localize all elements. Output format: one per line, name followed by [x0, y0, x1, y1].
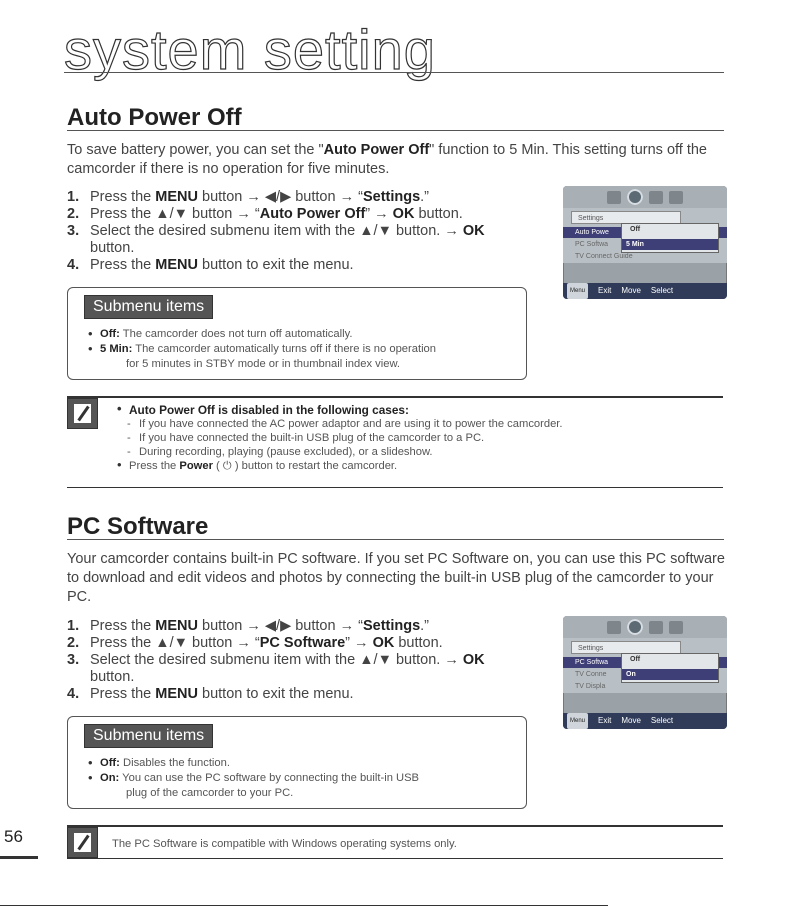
settings-tab-label: Settings [571, 641, 681, 654]
section-rule [67, 539, 724, 540]
note-top-rule [67, 396, 723, 398]
menu-row: PC Softwa [575, 241, 609, 248]
title-rule [64, 72, 724, 73]
page-number-rule [0, 856, 38, 859]
step-item: 2. Press the ▲/▼ button → “Auto Power Off” → OK button. [67, 206, 463, 222]
popup-item: Off [630, 226, 641, 233]
menu-row: TV Connect Guide [575, 253, 633, 260]
menu-guide-bar [563, 283, 727, 299]
menu-tab-icon [669, 191, 683, 204]
steps-list [67, 618, 507, 703]
section-rule [67, 130, 724, 131]
submenu-box [67, 287, 527, 380]
exit-hint: Exit [598, 716, 612, 725]
page-number: 56 [4, 827, 23, 846]
note-dash-item: - If you have connected the AC power adaptor and are using it to power the camcorder. [117, 417, 717, 431]
note-bottom-rule [67, 858, 723, 859]
move-hint: Move [621, 716, 641, 725]
submenu-list [68, 327, 526, 372]
steps-list [67, 189, 507, 274]
submenu-list [68, 756, 526, 801]
submenu-item: • On: You can use the PC software by connecting the built-in USB plug of the camcorder to your PC. [88, 771, 514, 801]
submenu-item: • 5 Min: The camcorder automatically turns off if there is no operation for 5 minutes in STBY mode or in thumbnail index view. [88, 342, 514, 372]
intro-paragraph: To save battery power, you can set the "Auto Power Off" function to 5 Min. This setting turns off the camcorder if there is no operation for five minutes. [67, 142, 707, 177]
note-top-rule [67, 825, 723, 827]
note-dash-item: - During recording, playing (pause excluded), or a slideshow. [117, 445, 717, 459]
menu-tab-icon [669, 621, 683, 634]
select-hint: Select [650, 716, 674, 725]
note-text: The PC Software is compatible with Windows operating systems only. [112, 838, 457, 850]
step-item: 3. Select the desired submenu item with the ▲/▼ button. → OK button. [67, 223, 485, 256]
settings-tab-label: Settings [571, 211, 681, 224]
submenu-popup [621, 223, 719, 253]
menu-row: TV Conne [575, 671, 607, 678]
submenu-item: • Off: The camcorder does not turn off automatically. [88, 327, 514, 342]
popup-item-selected: On [622, 669, 718, 680]
note-text [117, 403, 717, 473]
note-bullet-item: • Press the Power ( ⏻ ) button to restart the camcorder. [117, 459, 717, 473]
submenu-label: Submenu items [84, 295, 213, 319]
move-hint: Move [621, 286, 641, 295]
note-icon [67, 398, 98, 429]
submenu-box [67, 716, 527, 809]
menu-tab-bar [563, 616, 727, 638]
note-dash-item: - If you have connected the built-in USB plug of the camcorder to a PC. [117, 431, 717, 445]
menu-row-selected: Auto Powe [563, 227, 727, 238]
settings-gear-icon [627, 189, 643, 205]
step-item: 4. Press the MENU button to exit the menu. [67, 686, 354, 702]
popup-item: Off [630, 656, 641, 663]
note-heading: • Auto Power Off is disabled in the following cases: [117, 403, 717, 417]
settings-gear-icon [627, 619, 643, 635]
exit-hint: Exit [598, 286, 612, 295]
page-bottom-rule [0, 905, 608, 906]
note-bottom-rule [67, 487, 723, 488]
menu-area [563, 208, 727, 263]
step-item: 3. Select the desired submenu item with the ▲/▼ button. → OK button. [67, 652, 485, 685]
step-item: 1. Press the MENU button → ◀/▶ button → “Settings.” [67, 189, 430, 205]
section-heading-pc-software: PC Software [67, 513, 209, 540]
camcorder-screen [563, 616, 727, 729]
menu-tab-icon [607, 621, 621, 634]
submenu-label: Submenu items [84, 724, 213, 748]
section-heading-auto-power-off: Auto Power Off [67, 104, 242, 131]
menu-guide-bar [563, 713, 727, 729]
step-item: 1. Press the MENU button → ◀/▶ button → “Settings.” [67, 618, 430, 634]
select-hint: Select [650, 286, 674, 295]
page-title: system setting [64, 18, 436, 81]
camcorder-screen [563, 186, 727, 299]
menu-tab-icon [649, 191, 663, 204]
step-item: 2. Press the ▲/▼ button → “PC Software” → OK button. [67, 635, 443, 651]
submenu-item: • Off: Disables the function. [88, 756, 514, 771]
submenu-popup [621, 653, 719, 683]
note-icon [67, 827, 98, 858]
popup-item-selected: 5 Min [622, 239, 718, 250]
intro-paragraph: Your camcorder contains built-in PC software. If you set PC Software on, you can use this PC software to download and edit videos and photos by connecting the built-in USB plug of the camcorder to your PC. [67, 551, 725, 605]
menu-row: TV Displa [575, 683, 606, 690]
menu-area [563, 638, 727, 693]
menu-key-label: Menu [567, 713, 588, 729]
menu-tab-bar [563, 186, 727, 208]
menu-tab-icon [607, 191, 621, 204]
menu-key-label: Menu [567, 283, 588, 299]
step-item: 4. Press the MENU button to exit the menu. [67, 257, 354, 273]
menu-row-selected: PC Softwa [563, 657, 727, 668]
menu-tab-icon [649, 621, 663, 634]
